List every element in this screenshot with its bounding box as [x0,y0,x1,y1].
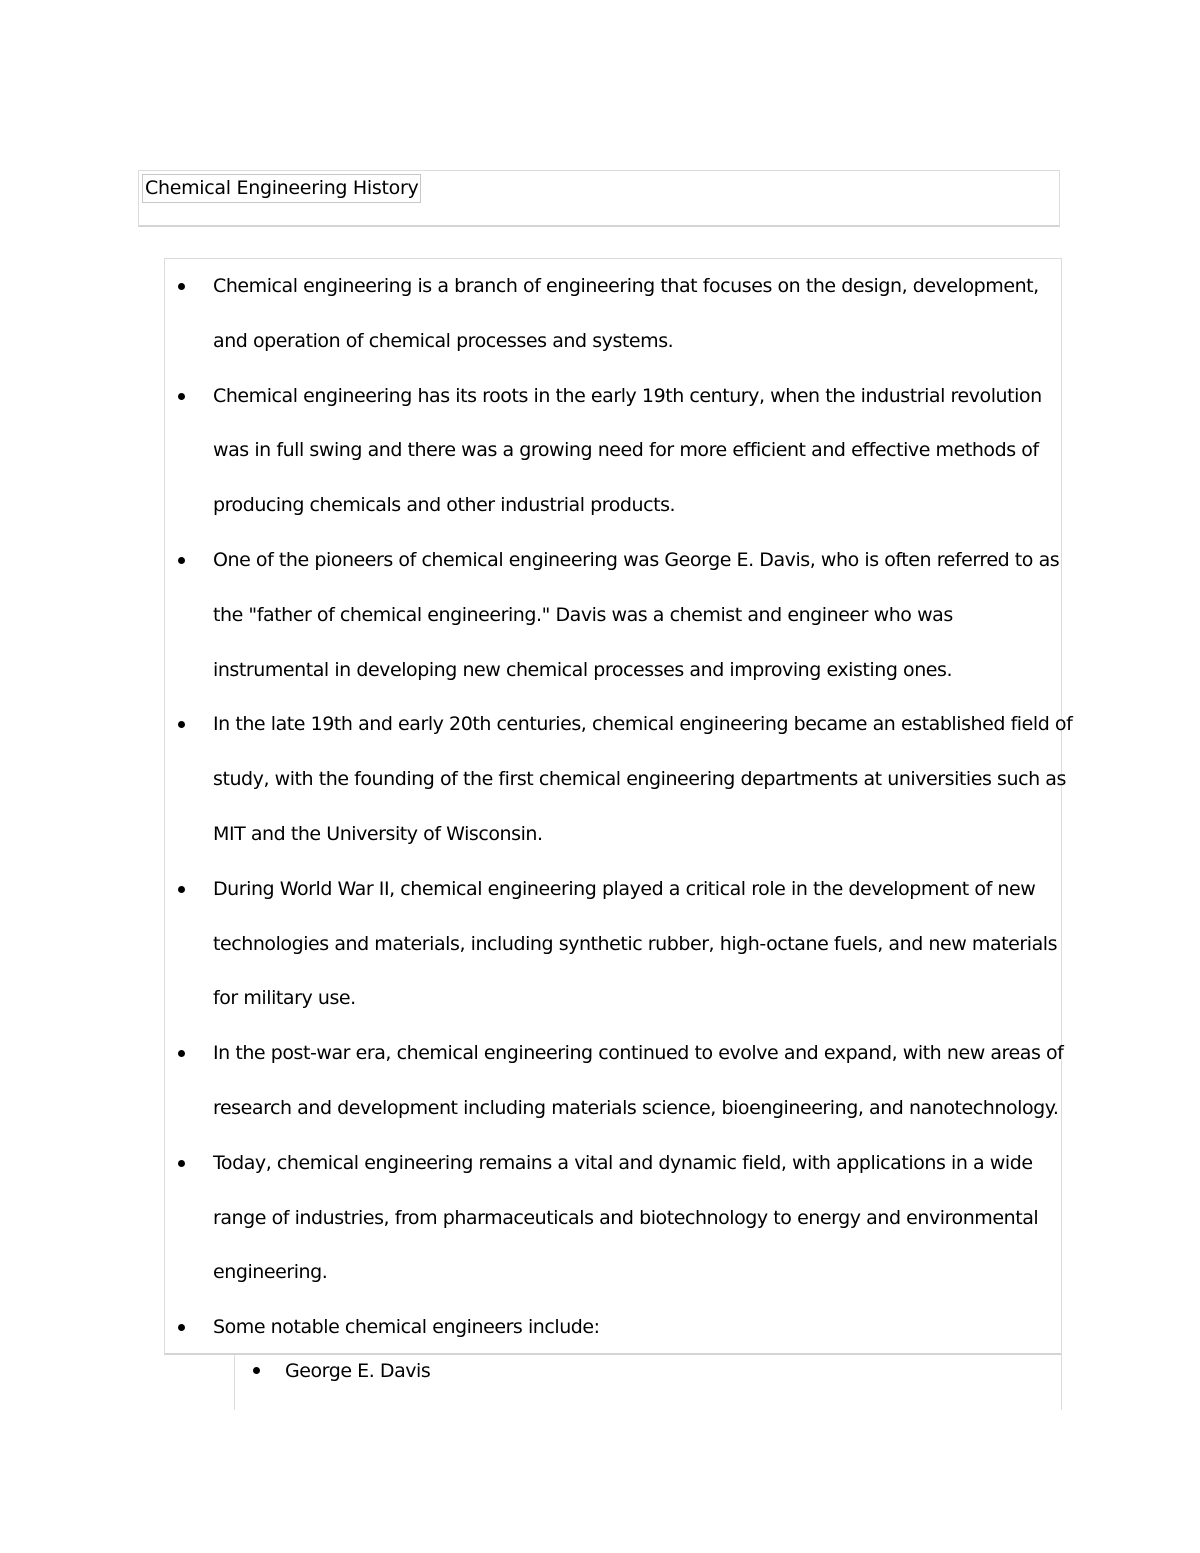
list-item-text-line: research and development including materials science, bioengineering, and nanotechnology. [213,1096,1059,1119]
list-item [165,259,1061,369]
list-item-text-line: for military use. [213,987,356,1010]
list-item [165,1136,1061,1300]
list-item-text-line: instrumental in developing new chemical processes and improving existing ones. [213,658,953,681]
sub-bullet-list-block [234,1355,1062,1410]
list-item [165,697,1073,861]
list-item-text-line: Today, chemical engineering remains a vital and dynamic field, with applications in a wide [213,1151,1033,1174]
list-item [165,862,1061,1026]
list-item [165,369,1061,533]
list-item [165,1026,1064,1136]
bullet-icon [178,1324,185,1331]
main-bullet-list [165,259,1073,1355]
bullet-icon [178,1050,185,1057]
list-item-text-line: During World War II, chemical engineering played a critical role in the development of new [213,877,1036,900]
list-item-text-line: MIT and the University of Wisconsin. [213,822,543,845]
bullet-icon [178,1160,185,1167]
list-item-text-line: and operation of chemical processes and systems. [213,329,674,352]
sub-list-item-text: George E. Davis [285,1360,431,1382]
main-bullet-list-block [164,258,1073,1355]
document-title: Chemical Engineering History [142,174,421,203]
list-item-text-line: the "father of chemical engineering." Davis was a chemist and engineer who was [213,603,953,626]
list-item [165,1300,1061,1355]
bullet-icon [253,1367,260,1374]
list-item-text-line: Some notable chemical engineers include: [213,1316,600,1339]
bullet-icon [178,393,185,400]
bullet-icon [178,721,185,728]
list-item-text-line: In the late 19th and early 20th centuries, chemical engineering became an established field of [213,713,1073,736]
list-item-text-line: study, with the founding of the first chemical engineering departments at universities such as [213,768,1066,791]
list-item-text-line: technologies and materials, including synthetic rubber, high-octane fuels, and new materials [213,932,1058,955]
list-item-text-line: was in full swing and there was a growing need for more efficient and effective methods of [213,439,1039,462]
list-item [165,533,1061,697]
sub-list-item [235,1355,1061,1387]
list-item-text-line: One of the pioneers of chemical engineering was George E. Davis, who is often referred to as [213,548,1060,571]
list-item-text-line: range of industries, from pharmaceuticals and biotechnology to energy and environmental [213,1206,1039,1229]
bullet-icon [178,557,185,564]
list-item-text-line: engineering. [213,1261,328,1284]
bullet-icon [178,886,185,893]
bullet-icon [178,283,185,290]
title-block [138,170,1060,227]
list-item-text-line: producing chemicals and other industrial products. [213,494,676,517]
sub-bullet-list [235,1355,1061,1387]
list-item-text-line: In the post-war era, chemical engineering continued to evolve and expand, with new areas of [213,1042,1064,1065]
list-item-text-line: Chemical engineering is a branch of engineering that focuses on the design, development, [213,275,1039,297]
list-item-text-line: Chemical engineering has its roots in the early 19th century, when the industrial revolution [213,384,1042,407]
